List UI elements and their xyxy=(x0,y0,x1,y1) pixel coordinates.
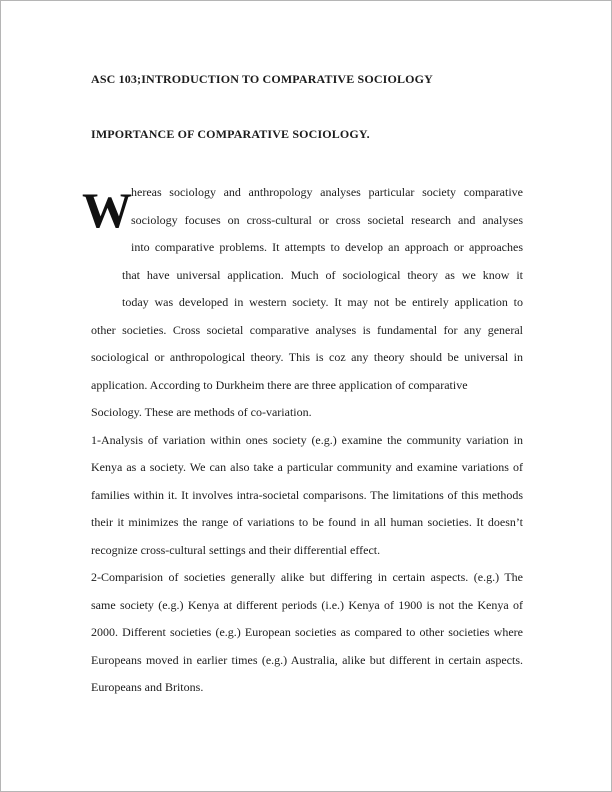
text-line: recognize cross-cultural settings and their differential effect. xyxy=(91,542,381,557)
text-line: today was developed in western society. It may not be entirely application to xyxy=(122,295,523,309)
text-line: Kenya as a society. We can also take a particular community and examine variations of xyxy=(91,460,523,474)
text-line: 2000. Different societies (e.g.) European societies as compared to other societies where xyxy=(91,625,523,639)
course-title: ASC 103;INTRODUCTION TO COMPARATIVE SOCIOLOGY xyxy=(91,72,433,86)
text-line: hereas sociology and anthropology analyses particular society comparative xyxy=(131,185,523,199)
paragraph xyxy=(91,179,523,427)
text-line: 1-Analysis of variation within ones society (e.g.) examine the community variation in xyxy=(91,432,523,447)
text-line: sociological or anthropological theory. This is coz any theory should be universal in xyxy=(91,350,523,364)
text-line: sociology focuses on cross-cultural or cross societal research and analyses xyxy=(131,212,523,227)
section-heading: IMPORTANCE OF COMPARATIVE SOCIOLOGY. xyxy=(91,127,370,141)
text-line: application. According to Durkheim there are three application of comparative xyxy=(91,377,468,392)
text-line: families within it. It involves intra-societal comparisons. The limitations of this methods xyxy=(91,487,523,502)
text-line: Europeans moved in earlier times (e.g.) Australia, alike but different in certain aspects. xyxy=(91,652,523,667)
text-line: 2-Comparision of societies generally alike but differing in certain aspects. (e.g.) The xyxy=(91,570,523,584)
text-line: their it minimizes the range of variations to be found in all human societies. It doesn’t xyxy=(91,515,523,529)
text-line: Sociology. These are methods of co-variation. xyxy=(91,405,312,419)
paragraph xyxy=(91,427,523,565)
text-line: that have universal application. Much of sociological theory as we know it xyxy=(122,267,523,282)
text-line: Europeans and Britons. xyxy=(91,680,204,694)
drop-cap-letter: W xyxy=(82,182,132,238)
document-body xyxy=(91,179,523,702)
text-line: same society (e.g.) Kenya at different periods (i.e.) Kenya of 1900 is not the Kenya of xyxy=(91,597,523,612)
text-line: into comparative problems. It attempts to develop an approach or approaches xyxy=(131,240,523,254)
paragraph xyxy=(91,564,523,702)
text-line: other societies. Cross societal comparative analyses is fundamental for any general xyxy=(91,322,523,337)
